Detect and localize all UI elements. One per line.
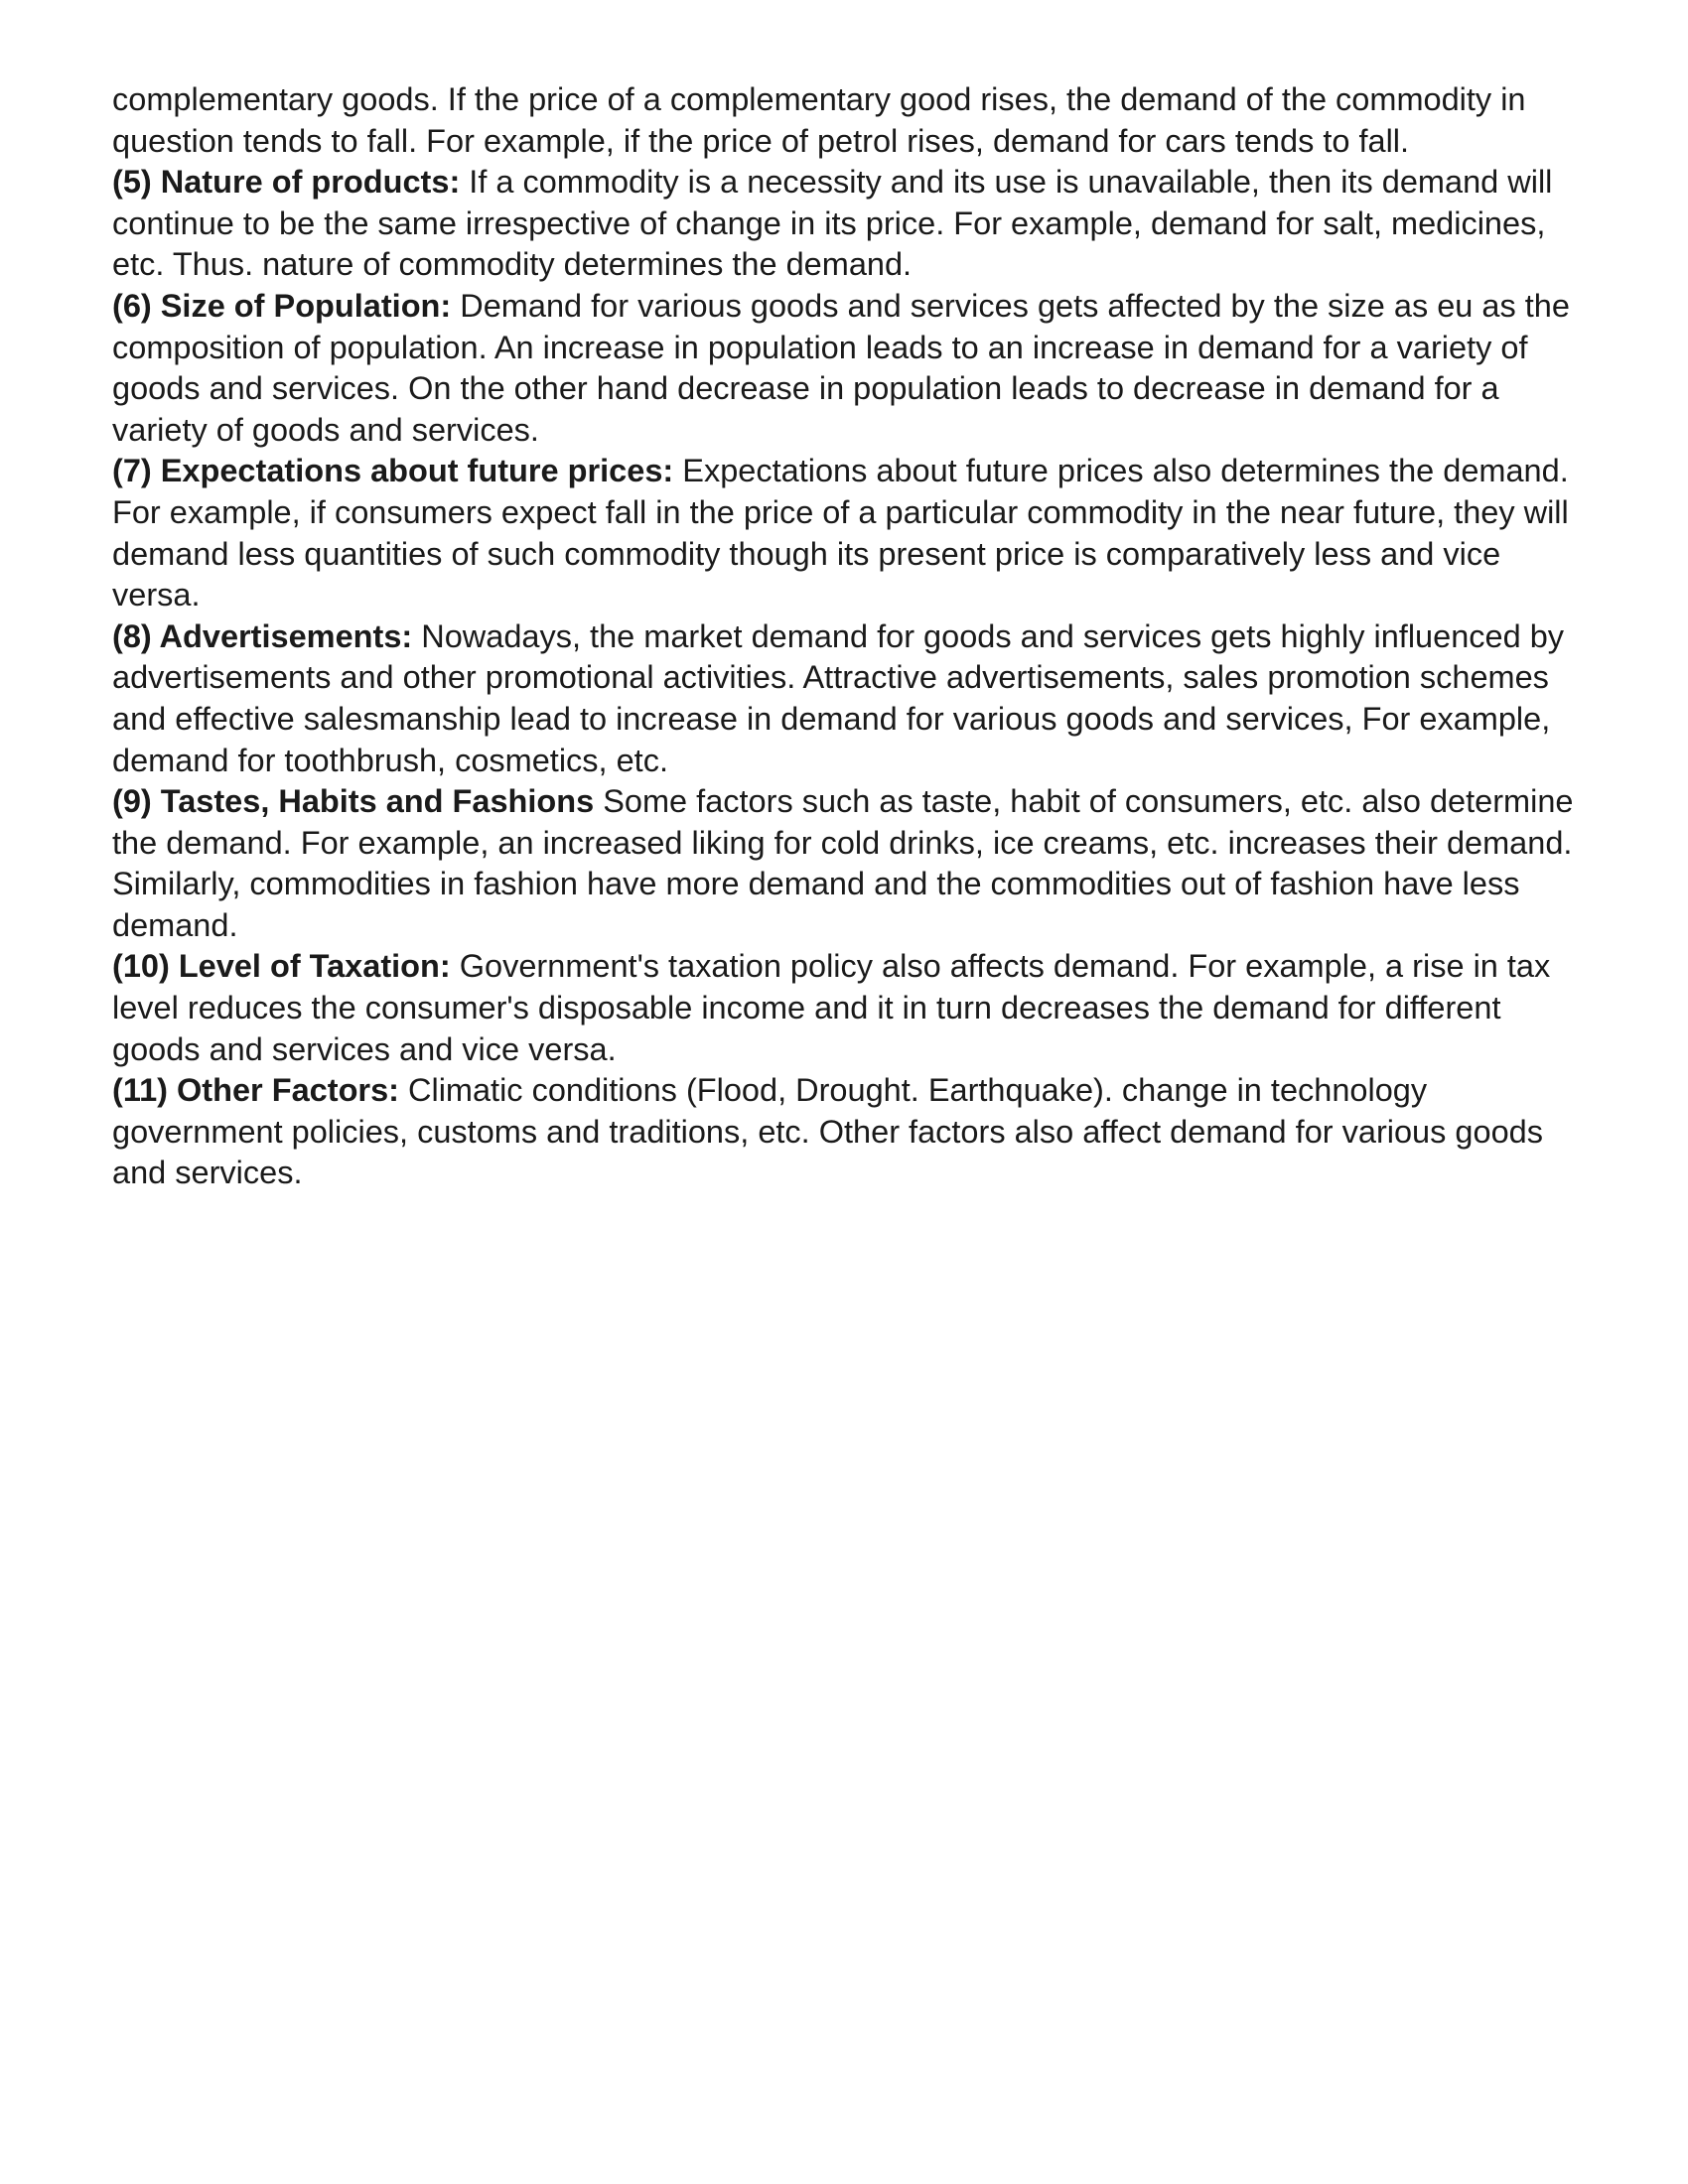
- factor-heading: (6) Size of Population:: [112, 287, 452, 324]
- intro-paragraph: complementary goods. If the price of a complementary good rises, the demand of the commodity in question tends to fall. For example, if the price of petrol rises, demand for cars tends to fall.: [112, 81, 1526, 159]
- factor-heading: (9) Tastes, Habits and Fashions: [112, 783, 595, 820]
- factor-nature-of-products: [112, 162, 1592, 286]
- factor-heading: (5) Nature of products:: [112, 164, 461, 201]
- document-page: [112, 79, 1592, 1194]
- factor-level-of-taxation: [112, 946, 1592, 1070]
- factor-tastes-habits-fashions: [112, 781, 1592, 946]
- factor-text: Expectations about future prices also determines the demand. For example, if consumers expect fall in the price of a particular commodity in the near future, they will demand less quantities of such commodity though its present price is comparatively less and vice versa.: [112, 453, 1569, 614]
- factor-text: Some factors such as taste, habit of consumers, etc. also determine the demand. For example, an increased liking for cold drinks, ice creams, etc. increases their demand. Similarly, commodities in fashion have more demand and the commodities out of fashion have less demand.: [112, 783, 1574, 943]
- factor-text: Government's taxation policy also affects demand. For example, a rise in tax level reduces the consumer's disposable income and it in turn decreases the demand for different goods and services and vice versa.: [112, 948, 1551, 1067]
- factor-expectations-future-prices: [112, 451, 1592, 615]
- factor-other-factors: [112, 1070, 1592, 1194]
- factor-heading: (8) Advertisements:: [112, 617, 413, 654]
- factor-heading: (11) Other Factors:: [112, 1072, 399, 1109]
- factor-text: Nowadays, the market demand for goods and services gets highly influenced by advertisements and other promotional activities. Attractive advertisements, sales promotion schemes and effective salesmanship lead to increase in demand for various goods and services, For example, demand for toothbrush, cosmetics, etc.: [112, 617, 1565, 778]
- factor-text: Climatic conditions (Flood, Drought. Earthquake). change in technology government policies, customs and traditions, etc. Other factors also affect demand for various goods and services.: [112, 1072, 1543, 1191]
- factor-size-of-population: [112, 286, 1592, 451]
- factor-text: If a commodity is a necessity and its use is unavailable, then its demand will continue to be the same irrespective of change in its price. For example, demand for salt, medicines, etc. Thus. nature of commodity determines the demand.: [112, 164, 1553, 283]
- factor-heading: (10) Level of Taxation:: [112, 948, 451, 985]
- factor-text: Demand for various goods and services gets affected by the size as eu as the composition of population. An increase in population leads to an increase in demand for a variety of goods and services. On the other hand decrease in population leads to decrease in demand for a variety of goods and services.: [112, 287, 1570, 448]
- factor-advertisements: [112, 616, 1592, 781]
- factor-heading: (7) Expectations about future prices:: [112, 453, 674, 489]
